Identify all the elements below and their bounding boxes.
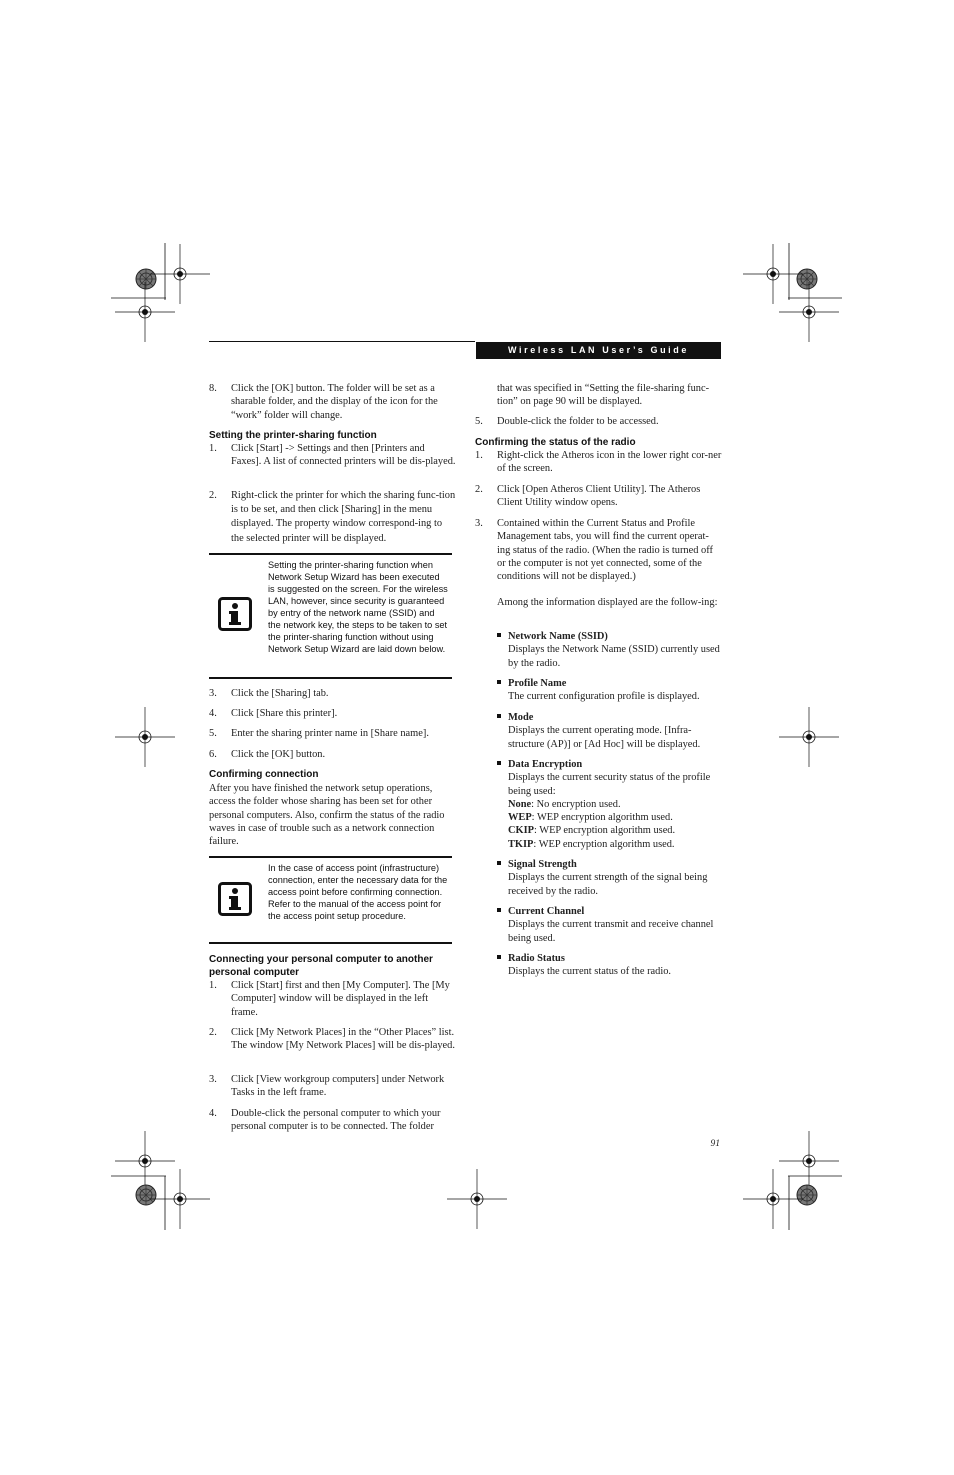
step-text: Click the [OK] button. The folder will be set as a sharable folder, and the display of the icon for the “work” folder will change. (231, 383, 438, 421)
encryption-key: None (508, 798, 532, 810)
bullet-icon (497, 861, 501, 865)
bullet-title: Current Channel (508, 906, 585, 917)
bullet-icon (497, 714, 501, 718)
page-number: 91 (710, 1139, 720, 1149)
section-heading-connecting-pc: Connecting your personal computer to another personal computer (209, 954, 433, 978)
section-heading-printer-sharing: Setting the printer-sharing function (209, 430, 377, 441)
intro-paragraph: Among the information displayed are the follow-ing: (497, 597, 718, 608)
step-number: 5. (209, 728, 217, 739)
bullet-item (497, 952, 727, 979)
encryption-option (508, 811, 727, 824)
header-rule (209, 341, 475, 342)
bullet-icon (497, 761, 501, 765)
encryption-option (508, 798, 727, 811)
step-text: Right-click the printer for which the sharing func-tion is to be set, and then click [Sharing] in the menu displayed. The property window correspond-ing to the selected printer will be displayed. (231, 490, 456, 544)
step-number: 2. (475, 484, 483, 495)
encryption-value: : WEP encryption algorithm used. (533, 838, 675, 850)
section-heading-radio-status: Confirming the status of the radio (475, 437, 636, 448)
note-rule-top (209, 553, 452, 555)
info-icon (218, 597, 252, 631)
note-rule-bottom (209, 677, 452, 679)
step-number: 4. (209, 1108, 217, 1119)
bullet-title: Signal Strength (508, 859, 577, 870)
info-icon (218, 882, 252, 916)
bullet-title: Mode (508, 712, 534, 723)
step-text: Right-click the Atheros icon in the lower right cor-ner of the screen. (497, 450, 722, 475)
bullet-title: Radio Status (508, 953, 565, 964)
encryption-value: : WEP encryption algorithm used. (533, 825, 676, 837)
bullet-desc: Displays the current strength of the signal being received by the radio. (508, 872, 708, 897)
step-text: Click the [OK] button. (231, 749, 326, 760)
step-number: 3. (209, 1074, 217, 1085)
step-text: Click [Open Atheros Client Utility]. The Atheros Client Utility window opens. (497, 484, 701, 509)
encryption-value: : No encryption used. (531, 798, 621, 810)
encryption-value: : WEP encryption algorithm used. (531, 812, 673, 824)
encryption-option (508, 838, 727, 851)
encryption-key: CKIP (508, 825, 534, 837)
bullet-title: Data Encryption (508, 759, 583, 770)
bullet-desc: Displays the current operating mode. [Infra-structure (AP)] or [Ad Hoc] will be displayed. (508, 725, 701, 750)
section-heading-confirming-connection: Confirming connection (209, 769, 319, 780)
bullet-item (497, 758, 727, 851)
step-number: 2. (209, 1027, 217, 1038)
step-text: Click [My Network Places] in the “Other Places” list. The window [My Network Places] will be dis-played. (231, 1027, 455, 1052)
encryption-key: TKIP (508, 838, 534, 850)
step-number: 3. (209, 688, 217, 699)
step-text: Click [View workgroup computers] under Network Tasks in the left frame. (231, 1074, 445, 1099)
bullet-desc: The current configuration profile is displayed. (508, 691, 700, 703)
step-number: 1. (209, 980, 217, 991)
header-title: Wireless LAN User’s Guide (508, 345, 689, 355)
step-number: 8. (209, 383, 217, 394)
bullet-title: Network Name (SSID) (508, 631, 608, 642)
step-text: Click [Start] first and then [My Computer]. The [My Computer] window will be displayed in the left frame. (231, 980, 450, 1018)
note-text: In the case of access point (infrastructure) connection, enter the necessary data for the access point before confirming connection. Refer to the manual of the access point for the access point setup procedure. (268, 863, 448, 921)
step-number: 4. (209, 708, 217, 719)
bullet-item (497, 630, 727, 670)
step-text: Click [Start] -> Settings and then [Printers and Faxes]. A list of connected printers will be dis-played. (231, 443, 456, 468)
encryption-key: WEP (508, 812, 532, 824)
step-number: 1. (209, 443, 217, 454)
body-paragraph: After you have finished the network setup operations, access the folder whose sharing has been set for other personal computers. Also, confirm the status of the radio waves in case of trouble such as a network connection failure. (209, 783, 445, 848)
step-number: 2. (209, 490, 217, 501)
note-text: Setting the printer-sharing function when Network Setup Wizard has been executed is suggested on the screen. For the wireless LAN, however, since security is guaranteed by entry of the network name (SSID) and the network key, the steps to be taken to set the printer-sharing function without using Network Setup Wizard are laid down below. (268, 560, 448, 654)
continued-text: that was specified in “Setting the file-sharing func-tion” on page 90 will be displayed. (497, 383, 710, 408)
header-bar (476, 342, 721, 359)
step-text: Click [Share this printer]. (231, 708, 338, 719)
bullet-desc: Displays the current transmit and receive channel being used. (508, 919, 714, 944)
bullet-icon (497, 908, 501, 912)
note-rule-bottom (209, 942, 452, 944)
bullet-icon (497, 633, 501, 637)
step-number: 1. (475, 450, 483, 461)
step-number: 6. (209, 749, 217, 760)
bullet-item (497, 905, 727, 945)
note-rule-top (209, 856, 452, 858)
bullet-item (497, 858, 727, 898)
step-text: Double-click the folder to be accessed. (497, 416, 659, 427)
bullet-title: Profile Name (508, 678, 567, 689)
step-number: 5. (475, 416, 483, 427)
bullet-desc: Displays the current status of the radio. (508, 966, 672, 978)
bullet-item (497, 711, 727, 751)
step-number: 3. (475, 518, 483, 529)
bullet-icon (497, 680, 501, 684)
bullet-desc: Displays the current security status of the profile being used: (508, 772, 711, 797)
step-text: Click the [Sharing] tab. (231, 688, 329, 699)
bullet-icon (497, 955, 501, 959)
encryption-option (508, 824, 727, 837)
step-text: Contained within the Current Status and Profile Management tabs, you will find the current operat-ing status of the radio. (When the radio is turned off or the computer is not yet connected, some of the conditions will not be displayed.) (497, 518, 713, 583)
bullet-item (497, 677, 727, 704)
step-text: Enter the sharing printer name in [Share name]. (231, 728, 429, 739)
step-text: Double-click the personal computer to which your personal computer is to be connected. The folder (231, 1108, 441, 1133)
bullet-desc: Displays the Network Name (SSID) currently used by the radio. (508, 644, 720, 669)
